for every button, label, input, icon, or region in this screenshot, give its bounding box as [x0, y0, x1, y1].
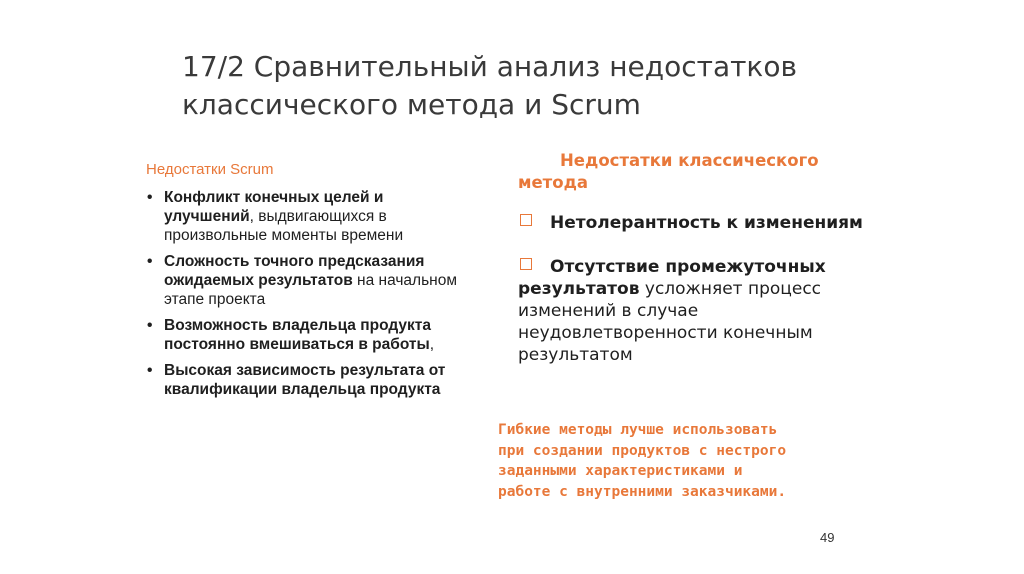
- bullet-icon: •: [147, 189, 153, 206]
- list-item-bold: Сложность точного предсказания ожидаемых результатов: [164, 253, 425, 289]
- slide-title-line1: 17/2 Сравнительный анализ недостатков: [182, 50, 797, 83]
- bullet-icon: •: [147, 362, 153, 379]
- conclusion-note-line4: работе с внутренними заказчиками.: [498, 483, 787, 500]
- list-item-text: , выдвигающихся в произвольные моменты времени: [164, 208, 404, 244]
- list-item-text: ,: [429, 336, 435, 353]
- scrum-drawbacks-heading: Недостатки Scrum: [146, 161, 274, 178]
- conclusion-note-line2: при создании продуктов с нестрого: [498, 442, 787, 459]
- list-item-text: усложняет процесс изменений в случае неудовлетворенности конечным результатом: [518, 279, 822, 365]
- list-item-bold: Высокая зависимость результата от квалификации владельца продукта: [164, 362, 446, 398]
- square-bullet-icon: [520, 258, 532, 270]
- classic-drawbacks-heading: [518, 150, 878, 194]
- list-item: [146, 361, 476, 399]
- list-item: [146, 316, 476, 354]
- scrum-drawbacks-list: [146, 188, 476, 399]
- slide-title: [182, 48, 882, 124]
- classic-drawbacks-heading-line2: метода: [518, 173, 589, 192]
- list-item-bold: Отсутствие промежуточных результатов: [518, 257, 826, 299]
- list-item-text: на начальном этапе проекта: [164, 272, 458, 308]
- list-item-bold: Нетолерантность к изменениям: [550, 213, 863, 233]
- conclusion-note: [498, 420, 878, 502]
- list-item: [518, 256, 878, 366]
- slide-title-line2: классического метода и Scrum: [182, 88, 641, 121]
- scrum-drawbacks-column: [146, 160, 476, 406]
- bullet-icon: •: [147, 317, 153, 334]
- list-item: [146, 252, 476, 309]
- classic-drawbacks-heading-line1: Недостатки классического: [560, 151, 819, 170]
- bullet-icon: •: [147, 253, 153, 270]
- list-item-bold: Возможность владельца продукта постоянно вмешиваться в работы: [164, 317, 431, 353]
- conclusion-note-line3: заданными характеристиками и: [498, 463, 743, 479]
- conclusion-note-line1: Гибкие методы лучше использовать: [498, 422, 778, 438]
- list-item: [518, 212, 878, 234]
- square-bullet-icon: [520, 214, 532, 226]
- page-number: 49: [820, 530, 835, 545]
- list-item-bold: Конфликт конечных целей и улучшений: [164, 189, 384, 225]
- list-item: [146, 188, 476, 245]
- classic-drawbacks-column: [518, 150, 878, 388]
